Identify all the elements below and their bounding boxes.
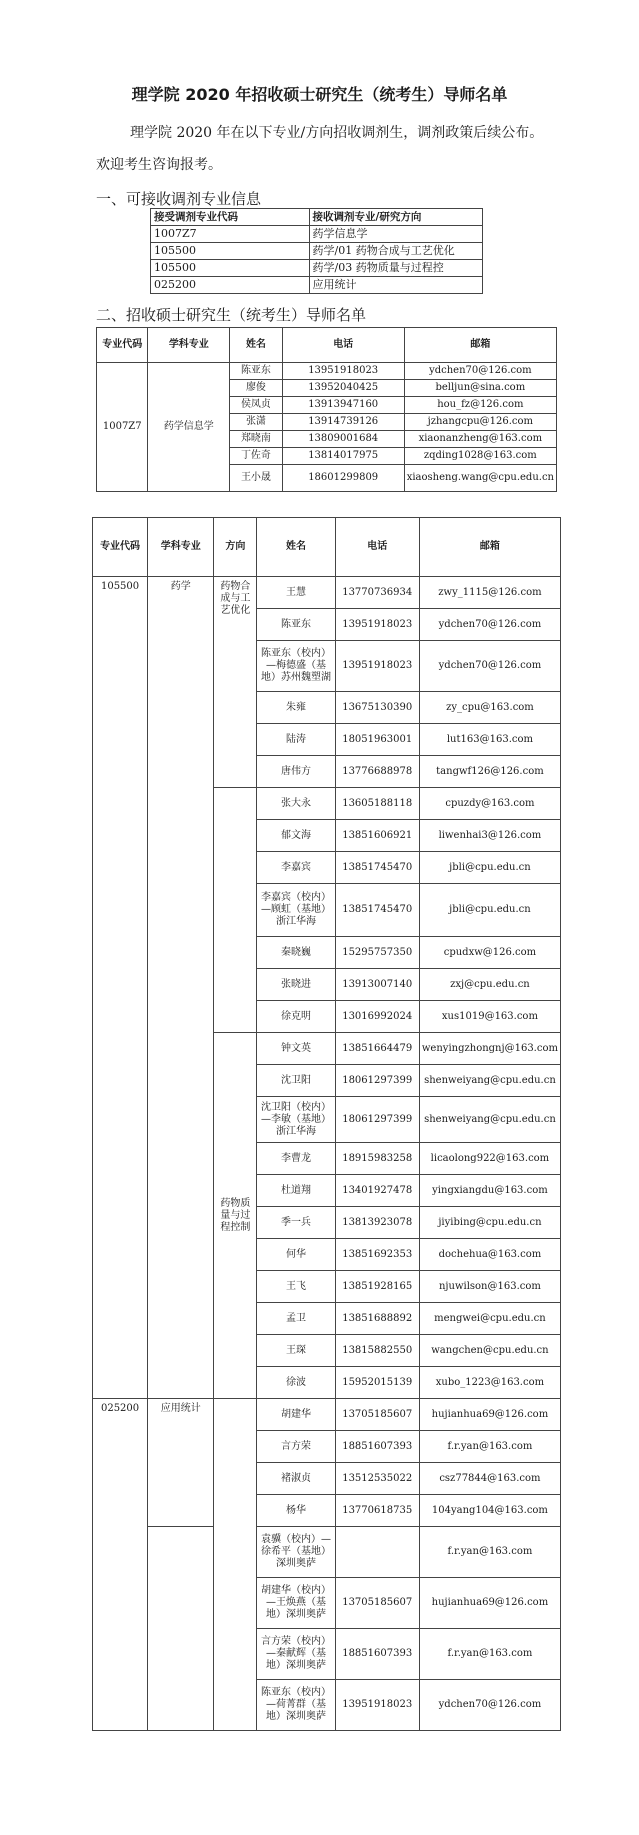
- advisor-name: 徐克明: [257, 1001, 335, 1033]
- advisor-name: 胡建华: [257, 1399, 335, 1431]
- advisor-phone: 18851607393: [335, 1431, 419, 1463]
- advisor-email: f.r.yan@163.com: [419, 1629, 560, 1680]
- advisor-phone: 13813923078: [335, 1207, 419, 1239]
- advisor-phone: 13770736934: [335, 577, 419, 609]
- advisor-name: 郁文海: [257, 820, 335, 852]
- pharmacy-advisor-table: [92, 517, 561, 1731]
- advisor-phone: 13913947160: [282, 397, 404, 414]
- advisor-email: lut163@163.com: [419, 724, 560, 756]
- advisor-phone: 13814017975: [282, 448, 404, 465]
- advisor-email: jbli@cpu.edu.cn: [419, 852, 560, 884]
- advisor-phone: 13913007140: [335, 969, 419, 1001]
- advisor-email: f.r.yan@163.com: [419, 1527, 560, 1578]
- advisor-name: 何华: [257, 1239, 335, 1271]
- direction-cell: 药物质量与过程控制: [214, 1033, 257, 1399]
- advisor-email: ydchen70@126.com: [419, 1680, 560, 1731]
- advisor-phone: 15952015139: [335, 1367, 419, 1399]
- major-code-cell: 025200: [151, 277, 310, 294]
- advisor-phone: 13851928165: [335, 1271, 419, 1303]
- advisor-name: 郑晓南: [230, 431, 283, 448]
- advisor-phone: 13851745470: [335, 884, 419, 937]
- column-header: 邮箱: [404, 328, 556, 363]
- advisor-phone: [335, 1527, 419, 1578]
- table-header-row: [93, 518, 561, 577]
- advisor-email: jbli@cpu.edu.cn: [419, 884, 560, 937]
- advisor-name: 秦晓巍: [257, 937, 335, 969]
- advisor-name: 言方荣（校内）—秦献辉（基地）深圳奥萨: [257, 1629, 335, 1680]
- advisor-phone: 13951918023: [282, 363, 404, 380]
- column-header: 专业代码: [93, 518, 148, 577]
- table-header-row: [151, 209, 483, 226]
- advisor-name: 孟卫: [257, 1303, 335, 1335]
- advisor-phone: 18915983258: [335, 1143, 419, 1175]
- advisor-phone: 13914739126: [282, 414, 404, 431]
- advisor-name: 唐伟方: [257, 756, 335, 788]
- table-row: [93, 577, 561, 609]
- direction-cell: [214, 788, 257, 1033]
- advisor-phone: 13705185607: [335, 1399, 419, 1431]
- table-row: [151, 277, 483, 294]
- advisor-name: 王琛: [257, 1335, 335, 1367]
- table-row: [97, 363, 557, 380]
- advisor-name: 陈亚东: [257, 609, 335, 641]
- advisor-name: 陈亚东（校内）—梅德盛（基地）苏州魏塑湖: [257, 641, 335, 692]
- major-name-cell: 药学: [148, 577, 214, 1399]
- advisor-name: 朱雍: [257, 692, 335, 724]
- advisor-phone: 13605188118: [335, 788, 419, 820]
- advisor-phone: 13776688978: [335, 756, 419, 788]
- advisor-email: csz77844@163.com: [419, 1463, 560, 1495]
- advisor-email: licaolong922@163.com: [419, 1143, 560, 1175]
- advisor-email: zqding1028@163.com: [404, 448, 556, 465]
- major-name-cell: 药学/01 药物合成与工艺优化: [309, 243, 482, 260]
- advisor-name: 李曹龙: [257, 1143, 335, 1175]
- advisor-name: 张晓进: [257, 969, 335, 1001]
- advisor-name: 王小晟: [230, 465, 283, 492]
- advisor-email: cpudxw@126.com: [419, 937, 560, 969]
- major-code-cell: 1007Z7: [151, 226, 310, 243]
- advisor-email: ydchen70@126.com: [404, 363, 556, 380]
- major-name-cell: 应用统计: [148, 1399, 214, 1527]
- major-code-cell: 105500: [93, 577, 148, 1399]
- advisor-phone: 13851692353: [335, 1239, 419, 1271]
- advisor-email: zy_cpu@163.com: [419, 692, 560, 724]
- major-name-cell: 应用统计: [309, 277, 482, 294]
- column-header: 电话: [335, 518, 419, 577]
- advisor-name: 张大永: [257, 788, 335, 820]
- advisor-email: yingxiangdu@163.com: [419, 1175, 560, 1207]
- advisor-email: f.r.yan@163.com: [419, 1431, 560, 1463]
- column-header: 接收调剂专业/研究方向: [309, 209, 482, 226]
- advisor-email: wenyingzhongnj@163.com: [419, 1033, 560, 1065]
- advisor-email: hujianhua69@126.com: [419, 1578, 560, 1629]
- advisor-email: zxj@cpu.edu.cn: [419, 969, 560, 1001]
- informatics-advisor-table: [96, 327, 557, 492]
- column-header: 姓名: [230, 328, 283, 363]
- advisor-phone: 13016992024: [335, 1001, 419, 1033]
- advisor-name: 王飞: [257, 1271, 335, 1303]
- advisor-phone: 13675130390: [335, 692, 419, 724]
- direction-cell: 药物合成与工艺优化: [214, 577, 257, 788]
- advisor-phone: 18051963001: [335, 724, 419, 756]
- table-header-row: [97, 328, 557, 363]
- advisor-phone: 13851606921: [335, 820, 419, 852]
- advisor-phone: 18601299809: [282, 465, 404, 492]
- advisor-phone: 13951918023: [335, 609, 419, 641]
- advisor-name: 廖俊: [230, 380, 283, 397]
- advisor-phone: 13815882550: [335, 1335, 419, 1367]
- major-name-cell: 药学信息学: [148, 363, 230, 492]
- advisor-email: ydchen70@126.com: [419, 641, 560, 692]
- advisor-name: 胡建华（校内）—王焕燕（基地）深圳奥萨: [257, 1578, 335, 1629]
- advisor-phone: 13851745470: [335, 852, 419, 884]
- table-row: [151, 260, 483, 277]
- advisor-email: cpuzdy@163.com: [419, 788, 560, 820]
- advisor-phone: 13952040425: [282, 380, 404, 397]
- column-header: 学科专业: [148, 518, 214, 577]
- column-header: 邮箱: [419, 518, 560, 577]
- table-row: [93, 1527, 561, 1578]
- advisor-phone: 13401927478: [335, 1175, 419, 1207]
- major-code-cell: 025200: [93, 1399, 148, 1731]
- advisor-email: xubo_1223@163.com: [419, 1367, 560, 1399]
- major-name-cell: 药学/03 药物质量与过程控: [309, 260, 482, 277]
- major-code-cell: 105500: [151, 260, 310, 277]
- advisor-email: liwenhai3@126.com: [419, 820, 560, 852]
- column-header: 学科专业: [148, 328, 230, 363]
- advisor-name: 陈亚东（校内）—荷菁群（基地）深圳奥萨: [257, 1680, 335, 1731]
- advisor-name: 沈卫阳: [257, 1065, 335, 1097]
- advisor-email: xus1019@163.com: [419, 1001, 560, 1033]
- advisor-email: shenweiyang@cpu.edu.cn: [419, 1065, 560, 1097]
- advisor-phone: 18851607393: [335, 1629, 419, 1680]
- column-header: 方向: [214, 518, 257, 577]
- document-title: 理学院 2020 年招收硕士研究生（统考生）导师名单: [131, 85, 508, 104]
- column-header: 姓名: [257, 518, 335, 577]
- advisor-email: 104yang104@163.com: [419, 1495, 560, 1527]
- advisor-email: dochehua@163.com: [419, 1239, 560, 1271]
- column-header: 电话: [282, 328, 404, 363]
- advisor-name: 徐波: [257, 1367, 335, 1399]
- advisor-name: 侯凤贞: [230, 397, 283, 414]
- table-row: [93, 1399, 561, 1431]
- advisor-email: jiyibing@cpu.edu.cn: [419, 1207, 560, 1239]
- advisor-email: belljun@sina.com: [404, 380, 556, 397]
- advisor-name: 钟文英: [257, 1033, 335, 1065]
- advisor-email: ydchen70@126.com: [419, 609, 560, 641]
- table-row: [151, 226, 483, 243]
- advisor-phone: 13851688892: [335, 1303, 419, 1335]
- advisor-email: njuwilson@163.com: [419, 1271, 560, 1303]
- advisor-name: 李嘉宾: [257, 852, 335, 884]
- advisor-phone: 13851664479: [335, 1033, 419, 1065]
- advisor-name: 陈亚东: [230, 363, 283, 380]
- intro-line-1: 理学院 2020 年在以下专业/方向招收调剂生，调剂政策后续公布。: [130, 125, 544, 141]
- transfer-majors-table: [150, 208, 483, 294]
- advisor-name: 袁骥（校内）—徐希平（基地）深圳奥萨: [257, 1527, 335, 1578]
- advisor-email: hou_fz@126.com: [404, 397, 556, 414]
- section-2-heading: 二、招收硕士研究生（统考生）导师名单: [96, 306, 367, 324]
- advisor-name: 杨华: [257, 1495, 335, 1527]
- advisor-name: 王慧: [257, 577, 335, 609]
- advisor-phone: 13951918023: [335, 1680, 419, 1731]
- advisor-phone: 13512535022: [335, 1463, 419, 1495]
- section-1-heading: 一、可接收调剂专业信息: [96, 190, 262, 208]
- intro-line-2: 欢迎考生咨询报考。: [96, 157, 222, 173]
- advisor-name: 陆涛: [257, 724, 335, 756]
- advisor-email: hujianhua69@126.com: [419, 1399, 560, 1431]
- advisor-name: 丁佐奇: [230, 448, 283, 465]
- advisor-phone: 13809001684: [282, 431, 404, 448]
- advisor-name: 沈卫阳（校内）—李敏（基地）浙江华海: [257, 1097, 335, 1143]
- major-code-cell: 1007Z7: [97, 363, 148, 492]
- advisor-phone: 13770618735: [335, 1495, 419, 1527]
- advisor-name: 李嘉宾（校内）—顾虹（基地）浙江华海: [257, 884, 335, 937]
- advisor-email: zwy_1115@126.com: [419, 577, 560, 609]
- column-header: 接受调剂专业代码: [151, 209, 310, 226]
- advisor-email: mengwei@cpu.edu.cn: [419, 1303, 560, 1335]
- advisor-name: 张潇: [230, 414, 283, 431]
- advisor-phone: 13705185607: [335, 1578, 419, 1629]
- advisor-name: 褚淑贞: [257, 1463, 335, 1495]
- advisor-name: 言方荣: [257, 1431, 335, 1463]
- table-row: [151, 243, 483, 260]
- direction-cell: [214, 1399, 257, 1731]
- advisor-phone: 18061297399: [335, 1065, 419, 1097]
- advisor-name: 杜道翔: [257, 1175, 335, 1207]
- advisor-email: shenweiyang@cpu.edu.cn: [419, 1097, 560, 1143]
- advisor-email: xiaosheng.wang@cpu.edu.cn: [404, 465, 556, 492]
- advisor-phone: 15295757350: [335, 937, 419, 969]
- column-header: 专业代码: [97, 328, 148, 363]
- advisor-email: jzhangcpu@126.com: [404, 414, 556, 431]
- advisor-email: xiaonanzheng@163.com: [404, 431, 556, 448]
- advisor-email: tangwf126@126.com: [419, 756, 560, 788]
- advisor-phone: 18061297399: [335, 1097, 419, 1143]
- advisor-email: wangchen@cpu.edu.cn: [419, 1335, 560, 1367]
- advisor-phone: 13951918023: [335, 641, 419, 692]
- advisor-name: 季一兵: [257, 1207, 335, 1239]
- major-name-cell: [148, 1527, 214, 1731]
- major-name-cell: 药学信息学: [309, 226, 482, 243]
- major-code-cell: 105500: [151, 243, 310, 260]
